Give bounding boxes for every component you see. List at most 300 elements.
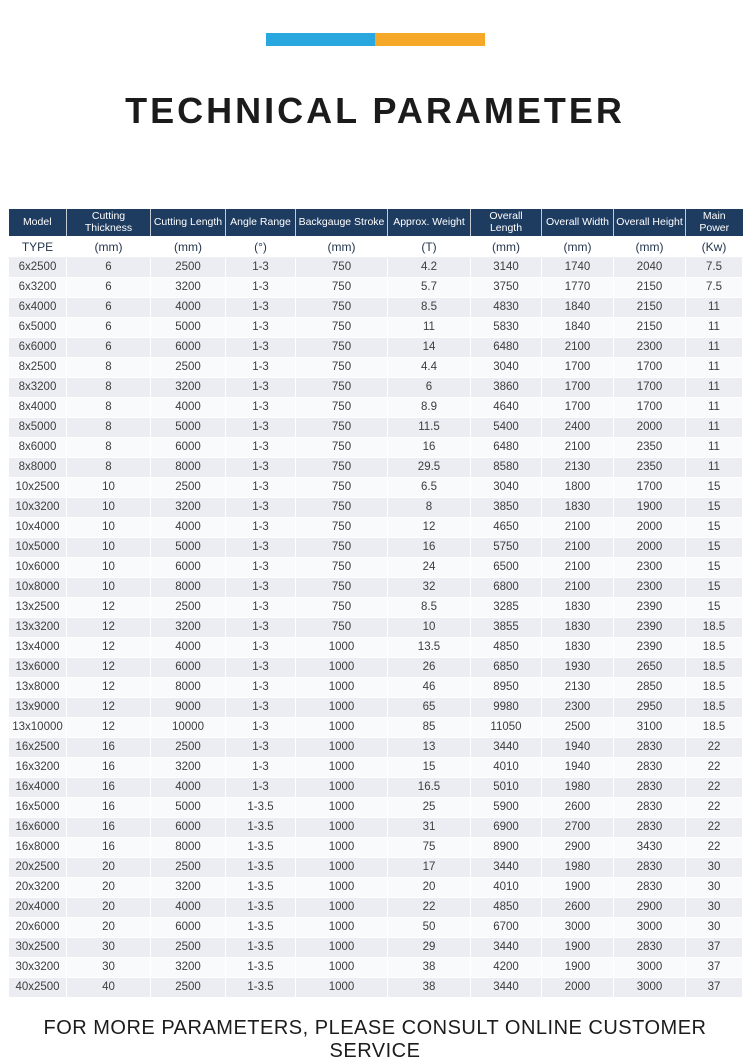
- table-cell: 8: [67, 458, 151, 478]
- table-cell: 1980: [542, 858, 614, 878]
- table-cell: 2350: [614, 458, 686, 478]
- table-row: [9, 958, 743, 978]
- table-cell: 14: [388, 338, 471, 358]
- table-cell: 10: [388, 618, 471, 638]
- table-cell: 1-3: [226, 318, 296, 338]
- table-cell: 1830: [542, 638, 614, 658]
- table-cell: 6800: [471, 578, 542, 598]
- table-cell: 1940: [542, 738, 614, 758]
- table-row: [9, 598, 743, 618]
- unit-cell: (Kw): [686, 236, 743, 258]
- table-cell: 3200: [151, 278, 226, 298]
- table-units-row: [9, 236, 743, 258]
- table-cell: 1-3.5: [226, 958, 296, 978]
- table-cell: 65: [388, 698, 471, 718]
- table-cell: 2830: [614, 738, 686, 758]
- table-cell: 1-3: [226, 738, 296, 758]
- table-cell: 18.5: [686, 698, 743, 718]
- table-cell: 1830: [542, 618, 614, 638]
- unit-cell: (mm): [471, 236, 542, 258]
- table-cell: 6x4000: [9, 298, 67, 318]
- table-cell: 6: [67, 318, 151, 338]
- table-cell: 3040: [471, 358, 542, 378]
- table-cell: 4000: [151, 638, 226, 658]
- table-cell: 15: [388, 758, 471, 778]
- table-cell: 16: [388, 438, 471, 458]
- table-cell: 1-3: [226, 778, 296, 798]
- table-cell: 3440: [471, 938, 542, 958]
- table-cell: 11: [686, 438, 743, 458]
- table-cell: 18.5: [686, 658, 743, 678]
- table-cell: 6: [67, 278, 151, 298]
- table-cell: 750: [296, 298, 388, 318]
- table-cell: 2600: [542, 898, 614, 918]
- table-cell: 4000: [151, 898, 226, 918]
- table-row: [9, 938, 743, 958]
- table-cell: 2100: [542, 538, 614, 558]
- table-cell: 1700: [614, 398, 686, 418]
- table-cell: 10x2500: [9, 478, 67, 498]
- table-cell: 2500: [151, 478, 226, 498]
- table-row: [9, 298, 743, 318]
- table-cell: 1-3: [226, 358, 296, 378]
- table-cell: 20: [388, 878, 471, 898]
- table-cell: 1800: [542, 478, 614, 498]
- table-cell: 20x4000: [9, 898, 67, 918]
- table-cell: 22: [388, 898, 471, 918]
- table-cell: 6x5000: [9, 318, 67, 338]
- table-cell: 10: [67, 558, 151, 578]
- table-cell: 9980: [471, 698, 542, 718]
- table-row: [9, 498, 743, 518]
- table-cell: 3860: [471, 378, 542, 398]
- table-row: [9, 678, 743, 698]
- table-cell: 1-3.5: [226, 858, 296, 878]
- table-cell: 20x6000: [9, 918, 67, 938]
- table-cell: 1930: [542, 658, 614, 678]
- table-cell: 2390: [614, 618, 686, 638]
- table-cell: 12: [67, 678, 151, 698]
- table-cell: 4000: [151, 298, 226, 318]
- table-cell: 50: [388, 918, 471, 938]
- table-row: [9, 818, 743, 838]
- table-cell: 6000: [151, 918, 226, 938]
- table-cell: 11: [686, 338, 743, 358]
- table-cell: 3000: [614, 958, 686, 978]
- table-cell: 3430: [614, 838, 686, 858]
- table-cell: 1000: [296, 818, 388, 838]
- table-cell: 750: [296, 258, 388, 278]
- table-cell: 3440: [471, 738, 542, 758]
- table-row: [9, 518, 743, 538]
- table-cell: 22: [686, 738, 743, 758]
- table-cell: 2100: [542, 558, 614, 578]
- table-cell: 2100: [542, 578, 614, 598]
- table-cell: 6x2500: [9, 258, 67, 278]
- table-cell: 30x2500: [9, 938, 67, 958]
- table-cell: 1-3: [226, 338, 296, 358]
- table-cell: 22: [686, 818, 743, 838]
- table-cell: 8: [67, 378, 151, 398]
- table-row: [9, 438, 743, 458]
- table-cell: 750: [296, 478, 388, 498]
- table-cell: 24: [388, 558, 471, 578]
- table-cell: 2830: [614, 938, 686, 958]
- table-cell: 8x5000: [9, 418, 67, 438]
- table-cell: 2390: [614, 598, 686, 618]
- table-cell: 1000: [296, 838, 388, 858]
- table-row: [9, 798, 743, 818]
- table-cell: 8000: [151, 578, 226, 598]
- table-cell: 750: [296, 498, 388, 518]
- table-cell: 38: [388, 978, 471, 998]
- table-row: [9, 538, 743, 558]
- table-cell: 38: [388, 958, 471, 978]
- table-cell: 8: [67, 438, 151, 458]
- table-cell: 1700: [542, 398, 614, 418]
- footer-note: FOR MORE PARAMETERS, PLEASE CONSULT ONLINE CUSTOMER SERVICE: [43, 1017, 707, 1062]
- table-cell: 18.5: [686, 718, 743, 738]
- table-cell: 5.7: [388, 278, 471, 298]
- table-cell: 750: [296, 418, 388, 438]
- table-row: [9, 378, 743, 398]
- table-cell: 1700: [614, 358, 686, 378]
- table-cell: 2100: [542, 518, 614, 538]
- table-cell: 1-3: [226, 438, 296, 458]
- table-cell: 6x3200: [9, 278, 67, 298]
- table-cell: 2500: [151, 978, 226, 998]
- table-cell: 22: [686, 798, 743, 818]
- table-cell: 37: [686, 938, 743, 958]
- table-cell: 13: [388, 738, 471, 758]
- table-cell: 30: [686, 858, 743, 878]
- table-row: [9, 658, 743, 678]
- table-cell: 8: [67, 398, 151, 418]
- unit-cell: (mm): [151, 236, 226, 258]
- table-cell: 1-3: [226, 478, 296, 498]
- table-cell: 15: [686, 578, 743, 598]
- column-header: Overall Length: [471, 209, 542, 236]
- table-cell: 26: [388, 658, 471, 678]
- table-cell: 16x8000: [9, 838, 67, 858]
- table-cell: 10: [67, 478, 151, 498]
- table-cell: 10: [67, 518, 151, 538]
- table-cell: 6: [388, 378, 471, 398]
- table-cell: 11: [686, 458, 743, 478]
- table-cell: 6850: [471, 658, 542, 678]
- table-cell: 750: [296, 338, 388, 358]
- table-cell: 6480: [471, 438, 542, 458]
- column-header: Overall Height: [614, 209, 686, 236]
- table-cell: 3200: [151, 958, 226, 978]
- table-cell: 2100: [542, 438, 614, 458]
- table-row: [9, 918, 743, 938]
- table-cell: 10: [67, 578, 151, 598]
- table-cell: 5000: [151, 318, 226, 338]
- table-cell: 1-3.5: [226, 938, 296, 958]
- column-header: Cutting Thickness: [67, 209, 151, 236]
- table-cell: 1000: [296, 918, 388, 938]
- table-row: [9, 698, 743, 718]
- table-cell: 8x6000: [9, 438, 67, 458]
- table-cell: 1-3: [226, 298, 296, 318]
- table-cell: 2150: [614, 318, 686, 338]
- table-cell: 1000: [296, 698, 388, 718]
- table-cell: 1-3.5: [226, 878, 296, 898]
- table-cell: 11: [686, 298, 743, 318]
- table-cell: 10000: [151, 718, 226, 738]
- table-cell: 2830: [614, 798, 686, 818]
- table-cell: 1-3: [226, 258, 296, 278]
- table-cell: 15: [686, 538, 743, 558]
- table-cell: 2850: [614, 678, 686, 698]
- table-cell: 4850: [471, 898, 542, 918]
- table-cell: 6000: [151, 438, 226, 458]
- table-cell: 1840: [542, 298, 614, 318]
- table-cell: 10: [67, 538, 151, 558]
- table-row: [9, 758, 743, 778]
- table-cell: 2150: [614, 298, 686, 318]
- table-cell: 8: [67, 418, 151, 438]
- table-cell: 13.5: [388, 638, 471, 658]
- table-cell: 2700: [542, 818, 614, 838]
- table-cell: 2130: [542, 678, 614, 698]
- table-cell: 6700: [471, 918, 542, 938]
- table-cell: 1-3: [226, 658, 296, 678]
- column-header: Model: [9, 209, 67, 236]
- table-cell: 13x8000: [9, 678, 67, 698]
- table-row: [9, 718, 743, 738]
- table-cell: 5000: [151, 798, 226, 818]
- table-cell: 1700: [542, 358, 614, 378]
- table-cell: 8x2500: [9, 358, 67, 378]
- table-cell: 2830: [614, 758, 686, 778]
- table-cell: 6: [67, 298, 151, 318]
- table-cell: 32: [388, 578, 471, 598]
- table-row: [9, 318, 743, 338]
- table-cell: 4000: [151, 518, 226, 538]
- table-cell: 10x6000: [9, 558, 67, 578]
- table-row: [9, 558, 743, 578]
- table-cell: 1000: [296, 638, 388, 658]
- unit-cell: (mm): [296, 236, 388, 258]
- column-header: Approx. Weight: [388, 209, 471, 236]
- table-cell: 7.5: [686, 278, 743, 298]
- table-cell: 8: [67, 358, 151, 378]
- table-cell: 1000: [296, 738, 388, 758]
- table-cell: 1900: [542, 878, 614, 898]
- table-cell: 1700: [614, 378, 686, 398]
- table-cell: 4010: [471, 878, 542, 898]
- accent-bar-orange: [375, 33, 485, 46]
- table-cell: 8.9: [388, 398, 471, 418]
- table-row: [9, 418, 743, 438]
- table-cell: 8.5: [388, 598, 471, 618]
- table-cell: 750: [296, 398, 388, 418]
- table-cell: 5010: [471, 778, 542, 798]
- table-cell: 1-3: [226, 678, 296, 698]
- accent-bars: [266, 33, 485, 46]
- table-cell: 1000: [296, 878, 388, 898]
- table-cell: 3750: [471, 278, 542, 298]
- table-row: [9, 978, 743, 998]
- unit-cell: (T): [388, 236, 471, 258]
- table-cell: 1-3: [226, 498, 296, 518]
- table-row: [9, 478, 743, 498]
- table-cell: 1-3: [226, 458, 296, 478]
- table-cell: 37: [686, 958, 743, 978]
- table-cell: 1-3: [226, 278, 296, 298]
- table-row: [9, 638, 743, 658]
- table-cell: 750: [296, 358, 388, 378]
- table-cell: 11050: [471, 718, 542, 738]
- table-cell: 6000: [151, 658, 226, 678]
- table-cell: 15: [686, 518, 743, 538]
- table-cell: 4650: [471, 518, 542, 538]
- table-cell: 1-3: [226, 698, 296, 718]
- table-cell: 13x6000: [9, 658, 67, 678]
- table-cell: 3000: [614, 978, 686, 998]
- table-cell: 31: [388, 818, 471, 838]
- table-cell: 750: [296, 518, 388, 538]
- unit-cell: (mm): [542, 236, 614, 258]
- table-row: [9, 578, 743, 598]
- table-cell: 16: [67, 818, 151, 838]
- table-cell: 20: [67, 858, 151, 878]
- table-cell: 2900: [542, 838, 614, 858]
- table-cell: 12: [67, 638, 151, 658]
- table-cell: 1-3: [226, 558, 296, 578]
- table-cell: 8900: [471, 838, 542, 858]
- unit-cell: (mm): [67, 236, 151, 258]
- table-cell: 1-3.5: [226, 798, 296, 818]
- unit-cell: (°): [226, 236, 296, 258]
- table-cell: 2830: [614, 778, 686, 798]
- column-header: Overall Width: [542, 209, 614, 236]
- table-cell: 2500: [151, 858, 226, 878]
- table-cell: 1830: [542, 498, 614, 518]
- table-cell: 18.5: [686, 638, 743, 658]
- table-cell: 4000: [151, 398, 226, 418]
- table-cell: 2300: [614, 558, 686, 578]
- table-cell: 8x3200: [9, 378, 67, 398]
- table-cell: 1-3: [226, 418, 296, 438]
- table-cell: 12: [67, 618, 151, 638]
- table-cell: 4010: [471, 758, 542, 778]
- table-cell: 16: [67, 838, 151, 858]
- table-cell: 1-3.5: [226, 898, 296, 918]
- table-cell: 46: [388, 678, 471, 698]
- table-cell: 1980: [542, 778, 614, 798]
- table-cell: 17: [388, 858, 471, 878]
- table-cell: 40: [67, 978, 151, 998]
- table-cell: 2500: [542, 718, 614, 738]
- table-cell: 6x6000: [9, 338, 67, 358]
- table-cell: 1000: [296, 938, 388, 958]
- page-title: TECHNICAL PARAMETER: [125, 90, 625, 131]
- spec-table: [8, 209, 743, 998]
- table-cell: 16x4000: [9, 778, 67, 798]
- table-row: [9, 778, 743, 798]
- table-cell: 6: [67, 258, 151, 278]
- table-cell: 16x3200: [9, 758, 67, 778]
- table-cell: 11: [388, 318, 471, 338]
- table-cell: 3200: [151, 618, 226, 638]
- table-cell: 20x2500: [9, 858, 67, 878]
- table-cell: 1-3: [226, 758, 296, 778]
- table-cell: 2000: [614, 518, 686, 538]
- table-cell: 1700: [542, 378, 614, 398]
- table-cell: 30: [686, 918, 743, 938]
- table-cell: 30: [686, 898, 743, 918]
- table-cell: 2000: [614, 418, 686, 438]
- table-cell: 20x3200: [9, 878, 67, 898]
- table-cell: 750: [296, 278, 388, 298]
- table-cell: 8x8000: [9, 458, 67, 478]
- table-header-row: [9, 209, 743, 236]
- table-cell: 4640: [471, 398, 542, 418]
- table-cell: 2100: [542, 338, 614, 358]
- table-cell: 16x6000: [9, 818, 67, 838]
- table-cell: 2390: [614, 638, 686, 658]
- table-cell: 11: [686, 418, 743, 438]
- table-cell: 10x8000: [9, 578, 67, 598]
- accent-bar-blue: [266, 33, 376, 46]
- table-cell: 16.5: [388, 778, 471, 798]
- table-cell: 10: [67, 498, 151, 518]
- table-cell: 1840: [542, 318, 614, 338]
- table-cell: 10x4000: [9, 518, 67, 538]
- column-header: Main Power: [686, 209, 743, 236]
- table-cell: 6500: [471, 558, 542, 578]
- table-cell: 12: [67, 718, 151, 738]
- table-cell: 8000: [151, 678, 226, 698]
- table-cell: 11: [686, 358, 743, 378]
- table-cell: 750: [296, 618, 388, 638]
- table-cell: 13x3200: [9, 618, 67, 638]
- table-cell: 1-3: [226, 518, 296, 538]
- table-cell: 6000: [151, 818, 226, 838]
- table-cell: 2000: [542, 978, 614, 998]
- unit-cell: (mm): [614, 236, 686, 258]
- table-cell: 13x9000: [9, 698, 67, 718]
- table-cell: 30: [686, 878, 743, 898]
- table-cell: 2400: [542, 418, 614, 438]
- table-cell: 2500: [151, 358, 226, 378]
- table-cell: 2350: [614, 438, 686, 458]
- table-cell: 2830: [614, 858, 686, 878]
- table-cell: 1000: [296, 758, 388, 778]
- table-cell: 5830: [471, 318, 542, 338]
- table-cell: 750: [296, 458, 388, 478]
- table-cell: 3100: [614, 718, 686, 738]
- table-cell: 5750: [471, 538, 542, 558]
- table-cell: 20: [67, 918, 151, 938]
- table-cell: 6: [67, 338, 151, 358]
- table-cell: 5000: [151, 538, 226, 558]
- table-cell: 1-3.5: [226, 818, 296, 838]
- table-cell: 2300: [542, 698, 614, 718]
- table-cell: 15: [686, 478, 743, 498]
- table-cell: 6480: [471, 338, 542, 358]
- table-cell: 20: [67, 898, 151, 918]
- table-cell: 2950: [614, 698, 686, 718]
- table-cell: 1-3.5: [226, 918, 296, 938]
- table-cell: 30: [67, 958, 151, 978]
- table-cell: 30: [67, 938, 151, 958]
- table-cell: 1000: [296, 678, 388, 698]
- table-cell: 2000: [614, 538, 686, 558]
